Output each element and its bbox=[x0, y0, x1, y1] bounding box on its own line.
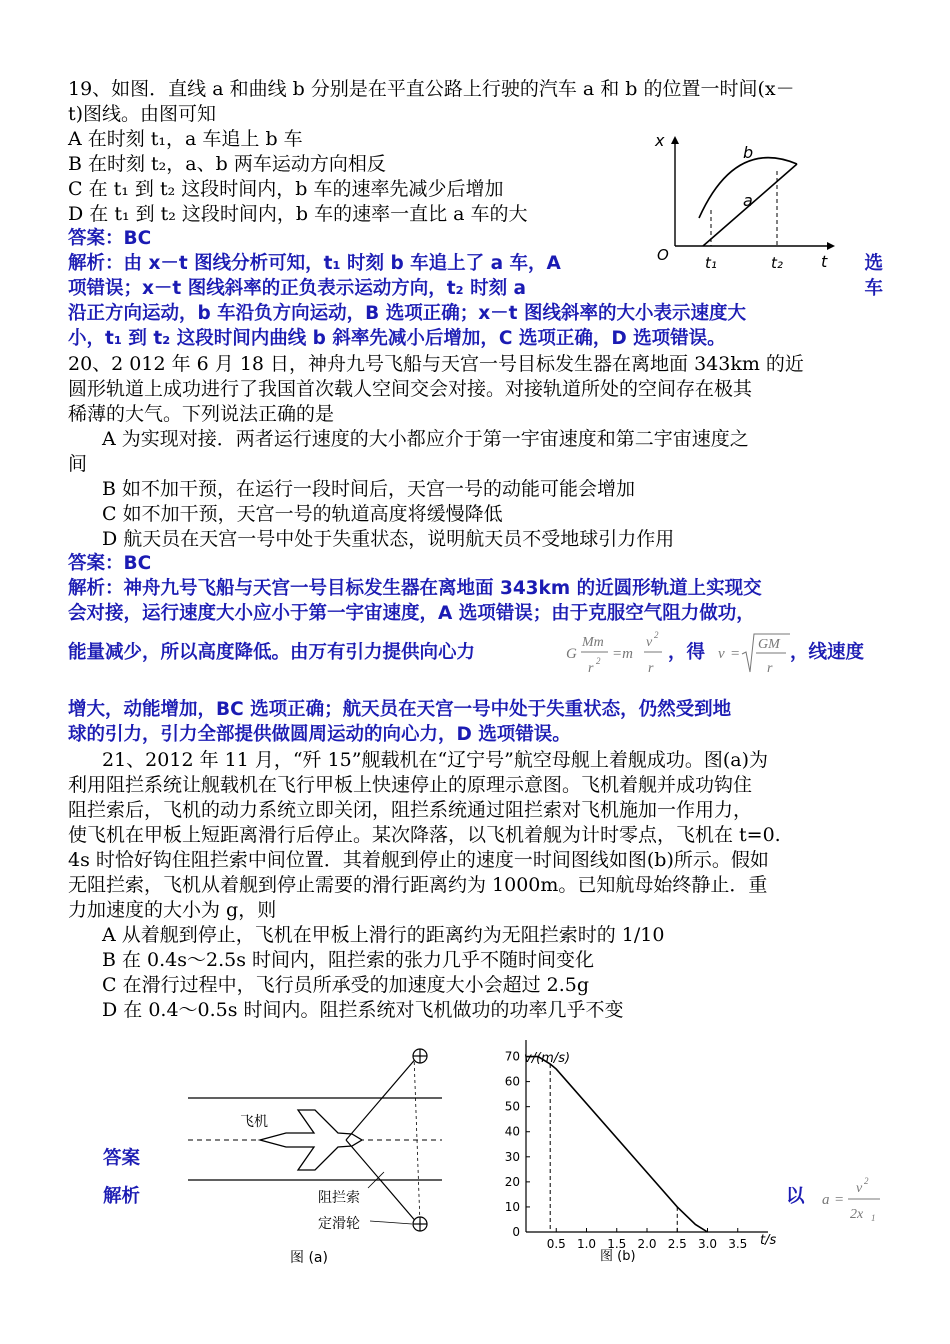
q20-explanation-line4: 增大，动能增加，BC 选项正确；航天员在天宫一号中处于失重状态，仍然受到地 bbox=[68, 699, 732, 720]
formula-mm: Mm bbox=[582, 635, 604, 650]
q21-stem-line5: 4s 时恰好钩住阻拦索中间位置．其着舰到停止的速度一时间图线如图(b)所示。假如 bbox=[68, 849, 769, 871]
formula-acceleration bbox=[822, 1172, 886, 1232]
formula-a-sub: 1 bbox=[871, 1213, 876, 1223]
formula-eq-m: =m bbox=[612, 646, 633, 662]
q21-option-c: C 在滑行过程中，飞行员所承受的加速度大小会超过 2.5g bbox=[102, 974, 589, 996]
formula-v-lhs: v bbox=[718, 646, 725, 662]
formula-a-exp: 2 bbox=[864, 1176, 869, 1186]
q19-stem-line2: t)图线。由图可知 bbox=[68, 103, 217, 125]
formula-a-v: v bbox=[856, 1181, 863, 1196]
chart-xtick-label: 3.0 bbox=[697, 1237, 718, 1251]
chart-xtick-label: 0.5 bbox=[546, 1237, 566, 1251]
formula-gm: GM bbox=[758, 637, 780, 652]
q19-option-c: C 在 t₁ 到 t₂ 这段时间内，b 车的速率先减少后增加 bbox=[68, 178, 504, 200]
fig-b-caption: 图 (b) bbox=[600, 1249, 636, 1264]
fig-a-caption: 图 (a) bbox=[290, 1250, 328, 1266]
formula-r-exp: 2 bbox=[596, 656, 601, 666]
fig-a-plane-label: 飞机 bbox=[240, 1114, 268, 1130]
chart-xtick-label: 2.0 bbox=[637, 1237, 657, 1251]
graph-label-origin: O bbox=[657, 246, 669, 264]
q19-stem-line1: 19、如图．直线 a 和曲线 b 分别是在平直公路上行驶的汽车 a 和 b 的位置一时间(x－ bbox=[68, 78, 795, 100]
fig-a-cable-label: 阻拦索 bbox=[318, 1190, 360, 1206]
chart-ylabel: v/(m/s) bbox=[524, 1051, 571, 1066]
chart-ytick-label: 0 bbox=[512, 1225, 520, 1239]
graph-tick-t1: t₁ bbox=[705, 254, 717, 272]
pulley-leader bbox=[370, 1221, 412, 1224]
chart-velocity-line bbox=[526, 1057, 708, 1232]
q20-option-b: B 如不加干预，在运行一段时间后，天宫一号的动能可能会增加 bbox=[102, 478, 636, 500]
q19-explanation-line1-right: 选 bbox=[864, 253, 883, 274]
figure-b-vt-chart bbox=[480, 1028, 780, 1273]
fig-a-pulley-label: 定滑轮 bbox=[318, 1216, 360, 1232]
q19-answer: 答案：BC bbox=[68, 228, 152, 249]
q20-option-a-line1: A 为实现对接．两者运行速度的大小都应介于第一宇宙速度和第二宇宙速度之 bbox=[102, 428, 749, 450]
chart-xlabel: t/s bbox=[760, 1233, 777, 1248]
formula-velocity bbox=[718, 628, 798, 682]
q21-stem-line7: 力加速度的大小为 g，则 bbox=[68, 899, 277, 921]
graph-label-t: t bbox=[821, 252, 828, 271]
graph-label-x: x bbox=[655, 131, 665, 150]
q19-explanation-line3: 沿正方向运动，b 车沿负方向运动，B 选项正确；x－t 图线斜率的大小表示速度大 bbox=[68, 303, 746, 324]
q19-explanation-line2-left: 项错误；x－t 图线斜率的正负表示运动方向，t₂ 时刻 a bbox=[68, 278, 527, 299]
graph-label-a: a bbox=[743, 191, 753, 210]
chart-ytick-label: 10 bbox=[504, 1199, 520, 1214]
q20-answer: 答案：BC bbox=[68, 553, 152, 574]
pulley-bottom-icon bbox=[413, 1217, 427, 1231]
x-axis-arrow bbox=[671, 136, 679, 144]
formula-r: r bbox=[588, 661, 594, 676]
formula-a: a bbox=[822, 1192, 830, 1208]
q20-stem-line2: 圆形轨道上成功进行了我国首次载人空间交会对接。对接轨道所处的空间存在极其 bbox=[68, 378, 753, 400]
formula-a-eq: = bbox=[834, 1192, 845, 1208]
chart-ytick-label: 50 bbox=[504, 1099, 520, 1114]
q21-explanation-tail: 以 bbox=[786, 1186, 805, 1207]
q20-explanation-line5: 球的引力，引力全部提供做圆周运动的向心力，D 选项错误。 bbox=[68, 724, 571, 745]
q21-option-a: A 从着舰到停止，飞机在甲板上滑行的距离约为无阻拦索时的 1/10 bbox=[102, 924, 665, 946]
q20-option-a-line2: 间 bbox=[68, 453, 88, 475]
chart-xtick-label: 1.0 bbox=[576, 1237, 597, 1251]
formula-g: G bbox=[566, 646, 577, 662]
q19-explanation-line1-left: 解析：由 x－t 图线分析可知，t₁ 时刻 b 车追上了 a 车，A bbox=[68, 253, 561, 274]
q21-answer-partial: 答案 bbox=[103, 1148, 141, 1169]
q20-stem-line1: 20、2 012 年 6 月 18 日，神舟九号飞船与天宫一号目标发生器在离地面 343km 的近 bbox=[68, 353, 804, 375]
q19-explanation-line2 bbox=[68, 276, 883, 302]
q20-option-c: C 如不加干预，天宫一号的轨道高度将缓慢降低 bbox=[102, 503, 503, 525]
t-axis-arrow bbox=[827, 242, 835, 250]
q19-option-b: B 在时刻 t₂，a、b 两车运动方向相反 bbox=[68, 153, 386, 175]
q20-explanation-line2: 会对接，运行速度大小应小于第一宇宙速度，A 选项错误；由于克服空气阻力做功， bbox=[68, 603, 755, 624]
formula-v-r: r bbox=[767, 661, 773, 676]
q19-explanation-line2-right: 车 bbox=[864, 278, 883, 299]
q21-stem-line4: 使飞机在甲板上短距离滑行后停止。某次降落，以飞机着舰为计时零点，飞机在 t=0. bbox=[68, 824, 781, 846]
chart-ytick-label: 30 bbox=[504, 1149, 520, 1164]
q21-stem-line6: 无阻拦索，飞机从着舰到停止需要的滑行距离约为 1000m。已知航母始终静止．重 bbox=[68, 874, 768, 896]
formula-r2: r bbox=[648, 661, 654, 676]
graph-label-b: b bbox=[743, 143, 754, 162]
formula-a-2x: 2x bbox=[850, 1207, 864, 1222]
q20-stem-line3: 稀薄的大气。下列说法正确的是 bbox=[68, 403, 335, 425]
q19-explanation-line4: 小，t₁ 到 t₂ 这段时间内曲线 b 斜率先减小后增加，C 选项正确，D 选项错误。 bbox=[68, 328, 726, 349]
chart-xtick-label: 3.5 bbox=[728, 1237, 748, 1251]
chart-ytick-label: 40 bbox=[504, 1124, 520, 1139]
q21-stem-line2: 利用阻拦系统让舰载机在飞行甲板上快速停止的原理示意图。飞机着舰并成功钩住 bbox=[68, 774, 753, 796]
q21-option-b: B 在 0.4s～2.5s 时间内，阻拦索的张力几乎不随时间变化 bbox=[102, 949, 595, 971]
q20-option-d: D 航天员在天宫一号中处于失重状态，说明航天员不受地球引力作用 bbox=[102, 528, 675, 550]
q21-explanation-partial: 解析 bbox=[103, 1186, 141, 1207]
formula-v-eq: = bbox=[730, 646, 741, 662]
q20-explanation-line3b: ，得 bbox=[668, 642, 706, 663]
q19-xt-graph bbox=[645, 128, 840, 278]
q19-option-d: D 在 t₁ 到 t₂ 这段时间内，b 车的速率一直比 a 车的大 bbox=[68, 203, 528, 225]
q20-explanation-line1: 解析：神舟九号飞船与天宫一号目标发生器在离地面 343km 的近圆形轨道上实现交 bbox=[68, 578, 762, 599]
q21-stem-line1: 21、2012 年 11 月，“歼 15”舰载机在“辽宁号”航空母舰上着舰成功。图(a)为 bbox=[102, 749, 769, 771]
q19-option-a: A 在时刻 t₁，a 车追上 b 车 bbox=[68, 128, 303, 150]
q21-option-d: D 在 0.4～0.5s 时间内。阻拦系统对飞机做功的功率几乎不变 bbox=[102, 999, 624, 1021]
chart-ytick-label: 60 bbox=[504, 1074, 520, 1089]
q20-explanation-line3a: 能量减少，所以高度降低。由万有引力提供向心力 bbox=[68, 642, 476, 663]
q21-stem-line3: 阻拦索后，飞机的动力系统立即关闭，阻拦系统通过阻拦索对飞机施加一作用力， bbox=[68, 799, 753, 821]
formula-v: v bbox=[646, 635, 653, 650]
chart-xtick-label: 1.5 bbox=[607, 1237, 627, 1251]
chart-xtick-label: 2.5 bbox=[667, 1237, 687, 1251]
q20-explanation-line3c: ，线速度 bbox=[790, 642, 865, 663]
graph-tick-t2: t₂ bbox=[771, 254, 783, 272]
cable-lower bbox=[346, 1140, 418, 1224]
chart-ytick-label: 20 bbox=[504, 1174, 520, 1189]
figure-a-arresting-system bbox=[170, 1030, 475, 1275]
chart-ytick-label: 70 bbox=[504, 1049, 520, 1064]
pulley-top-icon bbox=[413, 1049, 427, 1063]
formula-v-exp: 2 bbox=[654, 630, 659, 640]
